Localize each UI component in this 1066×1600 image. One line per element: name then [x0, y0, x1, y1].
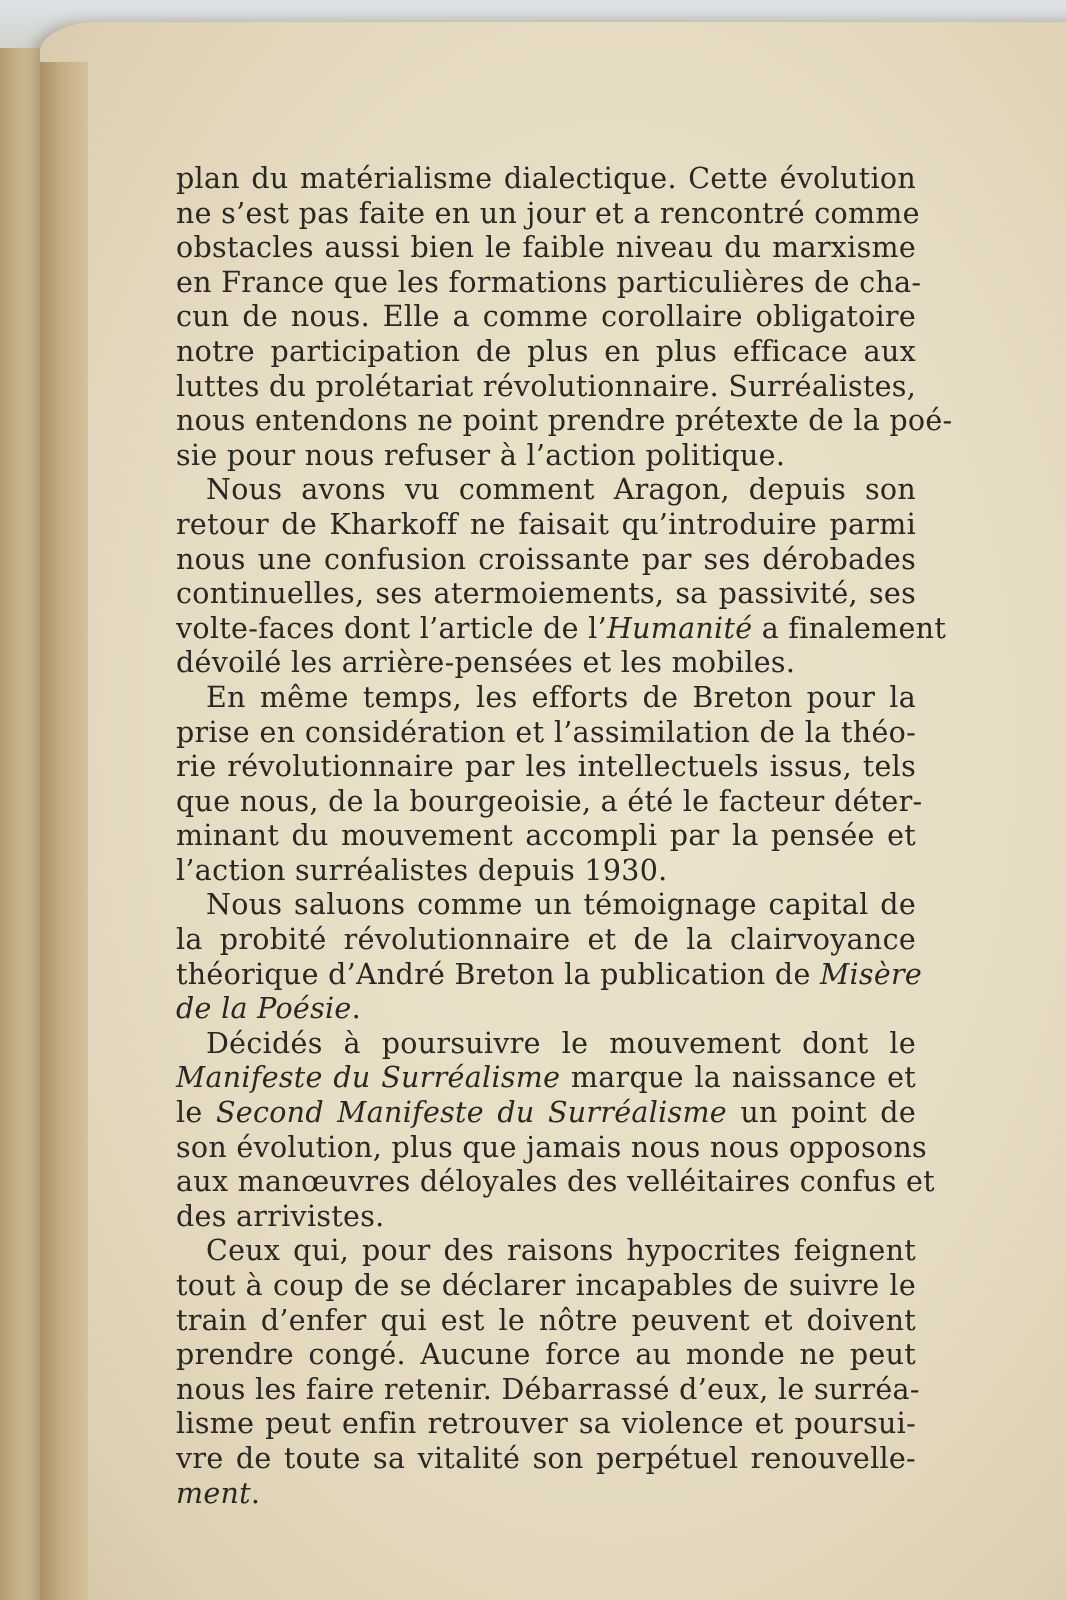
text-line: plan du matérialisme dialectique. Cette évolution	[176, 162, 916, 195]
text-line: nous entendons ne point prendre prétexte de la poé-	[176, 404, 953, 438]
text-line: ment.	[176, 1476, 261, 1510]
text-line: Manifeste du Surréalisme marque la naissance et	[176, 1061, 916, 1095]
text-line: l’action surréalistes depuis 1930.	[176, 853, 668, 887]
text-line: Ceux qui, pour des raisons hypocrites feignent	[206, 1234, 916, 1268]
text-line: la probité révolutionnaire et de la clairvoyance	[176, 923, 916, 957]
text-line: Nous avons vu comment Aragon, depuis son	[206, 473, 916, 507]
text-line: ne s’est pas faite en un jour et a rencontré comme	[176, 196, 920, 230]
paragraph	[146, 162, 953, 473]
paragraph	[146, 473, 947, 681]
text-line: nous les faire retenir. Débarrassé d’eux, le surréa-	[176, 1372, 920, 1406]
text-line: retour de Kharkoff ne faisait qu’introduire parmi	[176, 507, 916, 541]
text-line: sie pour nous refuser à l’action politique.	[176, 438, 786, 472]
text-line: continuelles, ses atermoiements, sa passivité, ses	[176, 577, 916, 611]
text-line: train d’enfer qui est le nôtre peuvent et doivent	[176, 1303, 916, 1337]
text-line: En même temps, les efforts de Breton pour la	[206, 680, 916, 714]
text-line: aux manœuvres déloyales des velléitaires confus et	[176, 1165, 935, 1199]
text-line: tout à coup de se déclarer incapables de suivre le	[176, 1269, 916, 1302]
text-line: obstacles aussi bien le faible niveau du marxisme	[176, 231, 916, 265]
text-line: que nous, de la bourgeoisie, a été le facteur déter-	[176, 784, 923, 818]
text-line: son évolution, plus que jamais nous nous opposons	[176, 1130, 927, 1164]
paragraph	[146, 680, 923, 889]
text-line: rie révolutionnaire par les intellectuels issus, tels	[176, 750, 916, 784]
text-line: luttes du prolétariat révolutionnaire. Surréalistes,	[176, 369, 917, 403]
text-line: minant du mouvement accompli par la pensée et	[176, 819, 916, 853]
paragraph	[146, 1234, 920, 1511]
text-line: prise en considération et l’assimilation de la théo-	[176, 715, 916, 749]
paragraph	[146, 1026, 935, 1235]
text-line: théorique d’André Breton la publication de Misère	[176, 957, 923, 991]
page-edge	[40, 62, 88, 1600]
page-text	[146, 162, 953, 1511]
paragraph	[146, 888, 923, 1026]
text-line: de la Poésie.	[176, 992, 361, 1026]
text-line: Décidés à poursuivre le mouvement dont le	[206, 1026, 916, 1060]
text-line: en France que les formations particulières de cha-	[176, 265, 922, 299]
text-line: volte-faces dont l’article de l’Humanité a finalement	[176, 611, 947, 645]
text-line: dévoilé les arrière-pensées et les mobiles.	[176, 646, 796, 680]
text-line: prendre congé. Aucune force au monde ne peut	[176, 1338, 916, 1372]
text-line: lisme peut enfin retrouver sa violence et poursui-	[176, 1407, 916, 1441]
text-line: des arrivistes.	[176, 1199, 385, 1233]
text-line: nous une confusion croissante par ses dérobades	[176, 542, 916, 576]
text-line: le Second Manifeste du Surréalisme un point de	[176, 1096, 916, 1130]
text-line: cun de nous. Elle a comme corollaire obligatoire	[176, 300, 916, 334]
text-line: Nous saluons comme un témoignage capital de	[206, 888, 916, 922]
text-line: notre participation de plus en plus efficace aux	[176, 334, 916, 368]
text-line: vre de toute sa vitalité son perpétuel renouvelle-	[176, 1441, 916, 1475]
